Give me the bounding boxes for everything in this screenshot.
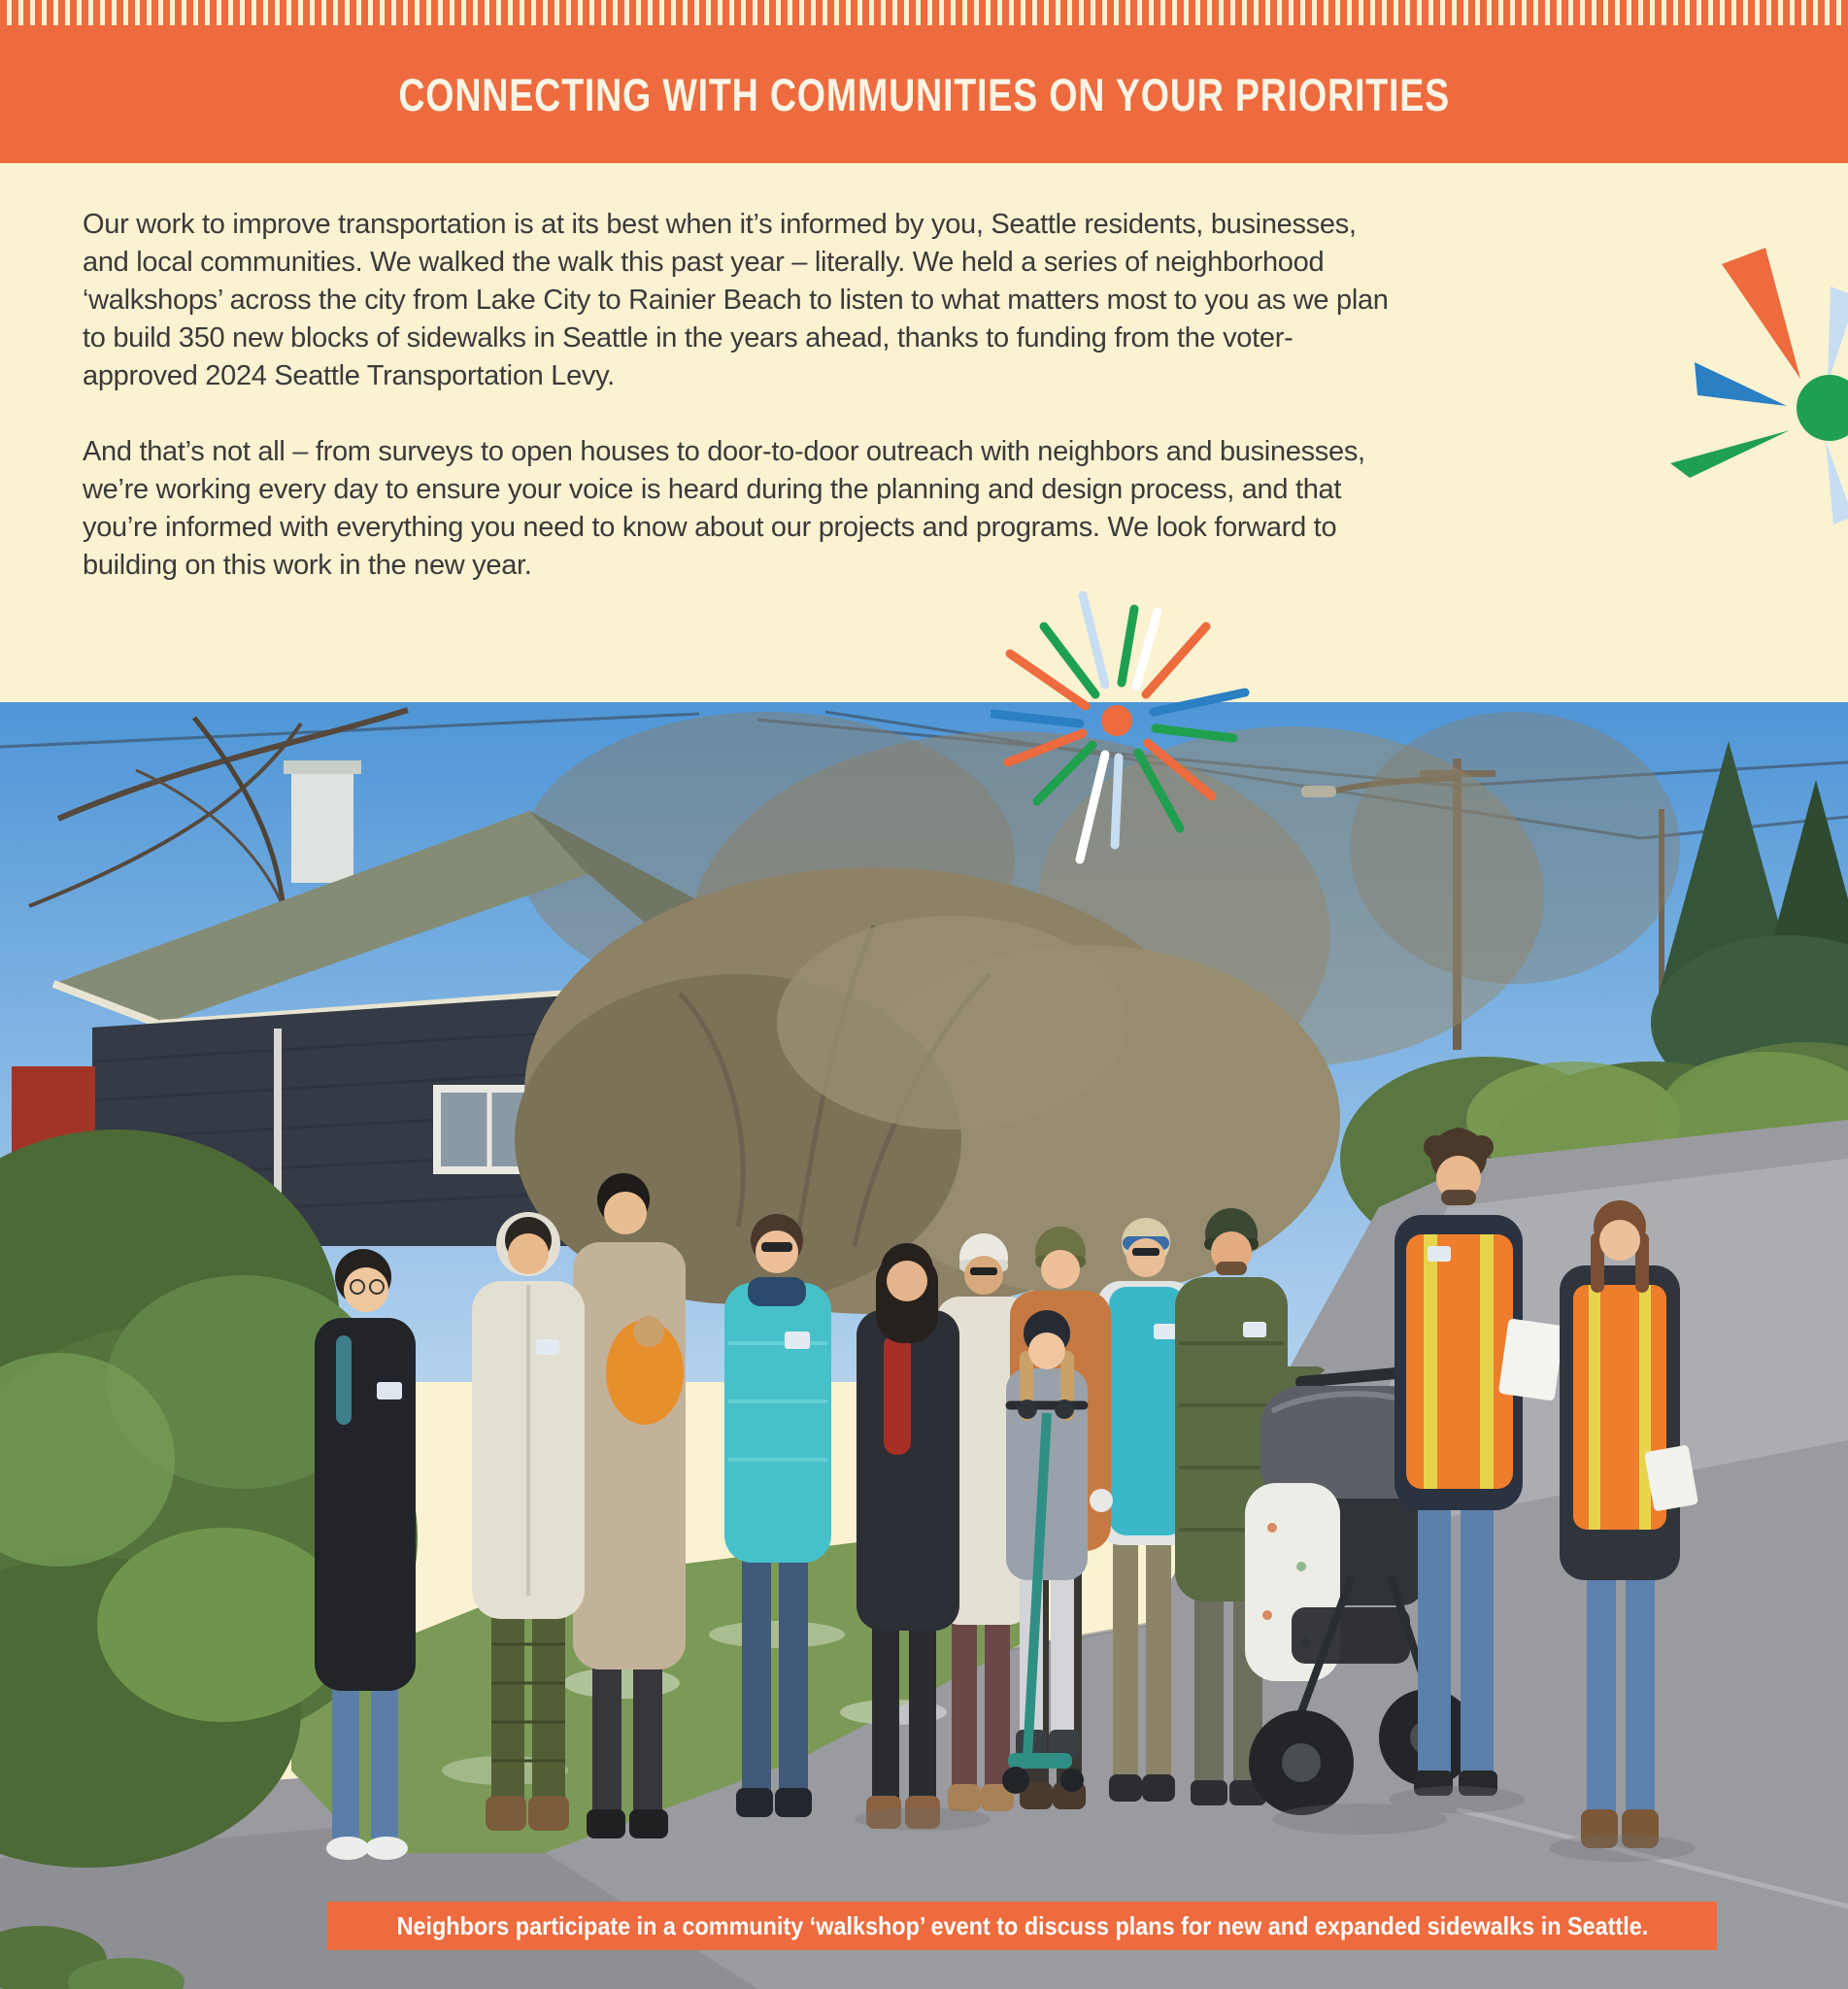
starburst-wedge-icon — [1593, 204, 1848, 524]
photo — [0, 702, 1848, 1989]
header-band — [0, 25, 1848, 163]
page-title: CONNECTING WITH COMMUNITIES ON YOUR PRIORITIES — [398, 68, 1450, 120]
photo-caption-text: Neighbors participate in a community ‘walkshop’ event to discuss plans for new and expanded sidewalks in Seattle. — [396, 1910, 1648, 1940]
photo-caption-bar — [327, 1902, 1717, 1950]
article-body — [0, 163, 1848, 702]
article-paragraph-1: Our work to improve transportation is at its best when it’s informed by you, Seattle residents, businesses, and local communities. We walked the walk this past year – literally. We held a series of neighborhood ‘walkshops’ across the city from Lake City to Rainier Beach to listen to what matters most to you as we plan to build 350 new blocks of sidewalks in Seattle in the years ahead, thanks to funding from the voter-approved 2024 Seattle Transportation Levy. — [83, 209, 1389, 391]
photo-illustration — [0, 702, 1848, 1989]
article-paragraph-2: And that’s not all – from surveys to open houses to door-to-door outreach with neighbors and businesses, we’re working every day to ensure your voice is heard during the planning and design process, and that you’re informed with everything you need to know about our projects and programs. We look forward to building on this work in the new year. — [83, 436, 1365, 581]
starburst-ray-icon — [991, 568, 1253, 889]
top-stripe-border — [0, 0, 1848, 25]
